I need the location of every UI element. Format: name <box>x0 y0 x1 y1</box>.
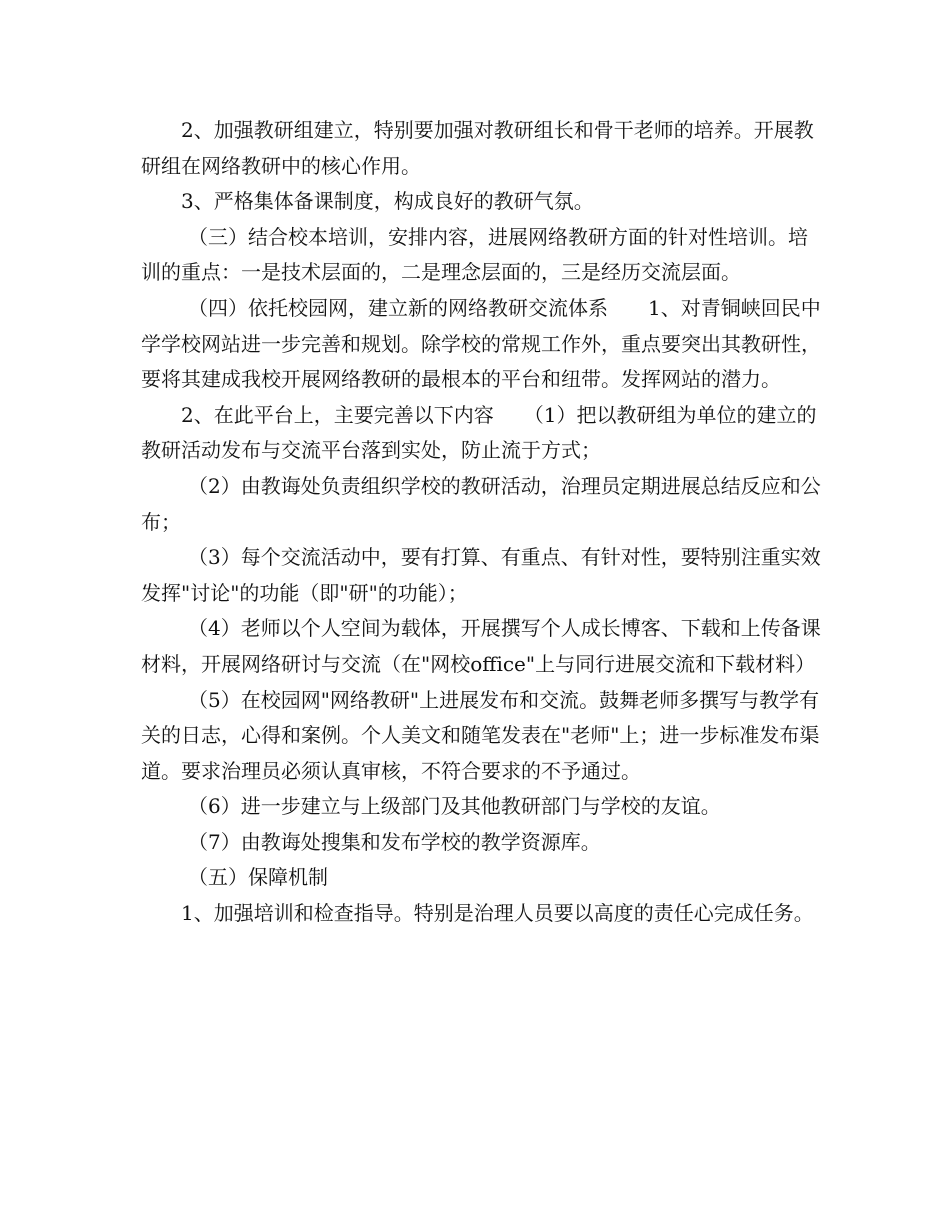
paragraph-11: （7）由教诲处搜集和发布学校的教学资源库。 <box>188 829 601 854</box>
document-body <box>141 113 821 932</box>
paragraph-8: （4）老师以个人空间为载体，开展撰写个人成长博客、下载和上传备课材料，开展网络研讨与交流（在"网校office"上与同行进展交流和下载材料） <box>141 616 821 676</box>
paragraph-3: （三）结合校本培训，安排内容，进展网络教研方面的针对性培训。培训的重点：一是技术层面的，二是理念层面的，三是经历交流层面。 <box>141 224 808 285</box>
paragraph-6: （2）由教诲处负责组织学校的教研活动，治理员定期进展总结反应和公布； <box>141 473 821 534</box>
paragraph-7: （3）每个交流活动中，要有打算、有重点、有针对性，要特别注重实效发挥"讨论"的功能（即"研"的功能）； <box>141 545 821 605</box>
paragraph-13: 1、加强培训和检查指导。特别是治理人员要以高度的责任心完成任务。 <box>181 901 814 926</box>
section-heading-5: （五）保障机制 <box>188 865 328 890</box>
paragraph-9: （5）在校园网"网络教研"上进展发布和交流。鼓舞老师多撰写与教学有关的日志，心得和案例。个人美文和随笔发表在"老师"上；进一步标准发布渠道。要求治理员必须认真审核，不符合要求的不予通过。 <box>141 687 820 783</box>
paragraph-2: 3、严格集体备课制度，构成良好的教研气氛。 <box>181 189 594 214</box>
paragraph-5: 2、在此平台上，主要完善以下内容 （1）把以教研组为单位的建立的教研活动发布与交流平台落到实处，防止流于方式； <box>141 402 817 463</box>
paragraph-4: （四）依托校园网，建立新的网络教研交流体系 1、对青铜峡回民中学学校网站进一步完善和规划。除学校的常规工作外，重点要突出其教研性，要将其建成我校开展网络教研的最根本的平台和纽带。发挥网站的潜力。 <box>141 295 821 392</box>
paragraph-10: （6）进一步建立与上级部门及其他教研部门与学校的友谊。 <box>188 794 721 819</box>
paragraph-1: 2、加强教研组建立，特别要加强对教研组长和骨干老师的培养。开展教研组在网络教研中的核心作用。 <box>141 118 814 178</box>
